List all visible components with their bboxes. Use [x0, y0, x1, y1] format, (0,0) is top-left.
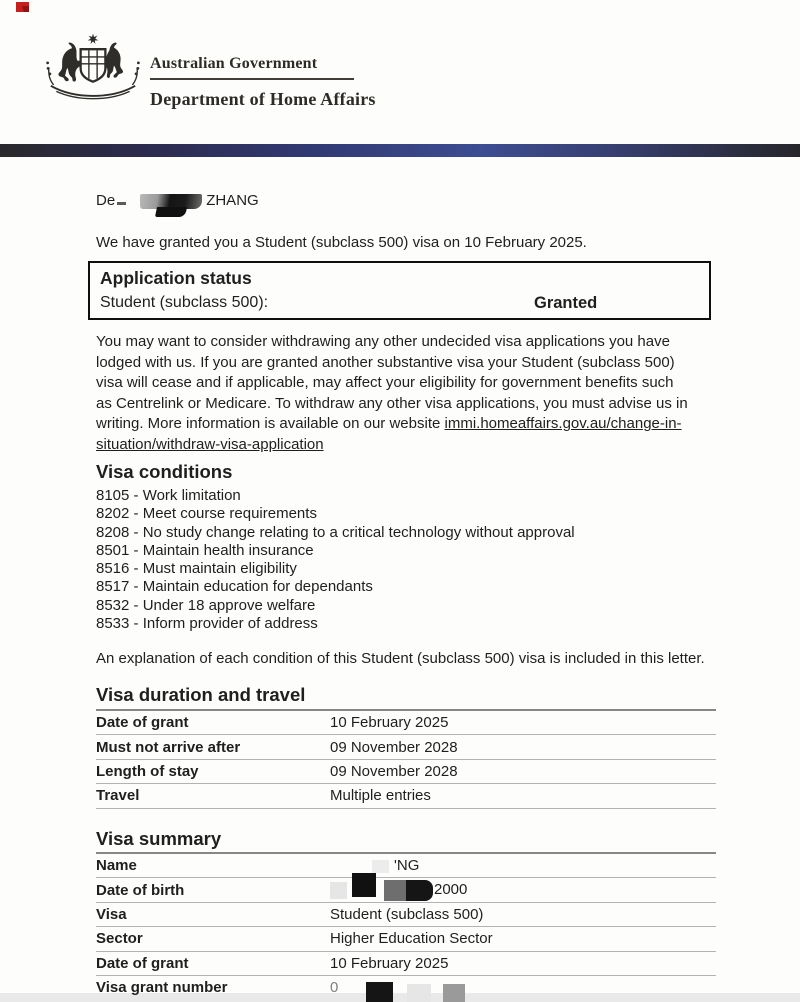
row-label: Sector: [96, 930, 143, 948]
visa-conditions-heading: Visa conditions: [96, 461, 233, 482]
table-row: [96, 735, 716, 759]
application-status-row: [100, 294, 709, 312]
condition-item: 8501 - Maintain health insurance: [96, 541, 314, 559]
withdraw-url-link[interactable]: situation/withdraw-visa-application: [96, 435, 324, 453]
redaction-block: [406, 880, 433, 901]
redaction-block: [330, 882, 347, 899]
gradient-divider-bar: [0, 144, 800, 157]
visa-conditions-list: [96, 487, 575, 633]
redaction-block: [407, 984, 431, 1002]
row-label: Travel: [96, 787, 140, 805]
withdraw-url-link[interactable]: immi.homeaffairs.gov.au/change-in-: [444, 415, 682, 432]
row-label: Length of stay: [96, 762, 199, 780]
condition-item: 8533 - Inform provider of address: [96, 615, 318, 633]
status-row-value: Granted: [534, 294, 598, 312]
row-label: Date of birth: [96, 881, 185, 899]
application-status-title: Application status: [100, 268, 252, 288]
header-rule: [150, 78, 354, 80]
name-redaction-block: [140, 194, 202, 209]
condition-item: 8202 - Meet course requirements: [96, 505, 317, 523]
row-value: 10 February 2025: [330, 954, 449, 972]
condition-item: 8532 - Under 18 approve welfare: [96, 596, 316, 614]
table-row: [96, 927, 716, 951]
redaction-block: [443, 984, 465, 1002]
row-value: [330, 974, 716, 1002]
table-row: [96, 952, 716, 976]
paragraph-line: You may want to consider withdrawing any other undecided visa applications you have: [96, 333, 670, 350]
application-status-box: [88, 261, 711, 320]
visa-summary-heading: Visa summary: [96, 828, 222, 849]
paragraph-line: lodged with us. If you are granted another substantive visa your Student (subclass 500): [96, 353, 675, 371]
row-value: 09 November 2028: [330, 762, 458, 780]
row-label: Visa: [96, 905, 127, 923]
paragraph-line: [96, 435, 736, 456]
table-row: [96, 854, 716, 878]
conditions-note: An explanation of each condition of this Student (subclass 500) visa is included in this letter.: [96, 650, 705, 667]
table-row: [96, 711, 716, 735]
table-row: [96, 903, 716, 927]
row-label: Must not arrive after: [96, 738, 241, 756]
row-label: Date of grant: [96, 954, 189, 972]
visa-duration-heading: Visa duration and travel: [96, 684, 306, 705]
redaction-block: [366, 982, 393, 1002]
name-smudge: [117, 202, 126, 205]
condition-item: 8105 - Work limitation: [96, 487, 241, 504]
table-row: [96, 784, 716, 808]
table-row: [96, 878, 716, 902]
row-label: Name: [96, 857, 137, 875]
header-titles: [150, 55, 376, 110]
name-partial-text: 'NG: [394, 857, 420, 875]
recipient-surname: ZHANG: [206, 192, 259, 209]
row-label: Date of grant: [96, 714, 189, 732]
row-value: Multiple entries: [330, 787, 431, 805]
table-row: [96, 976, 716, 999]
status-row-label: Student (subclass 500):: [100, 294, 269, 311]
condition-item: 8517 - Maintain education for dependants: [96, 578, 373, 596]
dob-partial-text: 2000: [434, 881, 468, 899]
paragraph-line: as Centrelink or Medicare. To withdraw any other visa applications, you must advise us in: [96, 394, 688, 412]
paragraph-line: [96, 414, 736, 435]
department-title: Department of Home Affairs: [150, 89, 376, 109]
grant-number-partial-text: 0: [330, 978, 339, 996]
row-value: 09 November 2028: [330, 738, 458, 756]
visa-duration-table: [96, 709, 716, 809]
recipient-name: [96, 192, 259, 209]
row-value: [330, 857, 716, 874]
government-title: Australian Government: [150, 55, 318, 72]
recipient-name-prefix: De: [96, 192, 116, 209]
table-row: [96, 760, 716, 784]
paragraph-text: writing. More information is available on our website: [96, 415, 445, 432]
shield: [81, 49, 106, 82]
redaction-block: [372, 860, 389, 873]
commonwealth-star: [88, 34, 99, 44]
withdraw-paragraph: [96, 332, 736, 455]
red-marker-icon: [16, 2, 29, 12]
row-value: Student (subclass 500): [330, 905, 484, 923]
row-value: [330, 880, 716, 901]
condition-item: 8516 - Must maintain eligibility: [96, 560, 297, 578]
row-label: Visa grant number: [96, 979, 228, 997]
row-value: 10 February 2025: [330, 714, 449, 732]
row-value: Higher Education Sector: [330, 930, 493, 948]
visa-summary-table: [96, 852, 716, 999]
grant-intro-line: We have granted you a Student (subclass 500) visa on 10 February 2025.: [96, 234, 587, 251]
paragraph-line: visa will cease and if applicable, may affect your eligibility for government benefits such: [96, 374, 674, 391]
condition-item: 8208 - No study change relating to a critical technology without approval: [96, 523, 575, 541]
australian-coat-of-arms-icon: [38, 31, 148, 120]
